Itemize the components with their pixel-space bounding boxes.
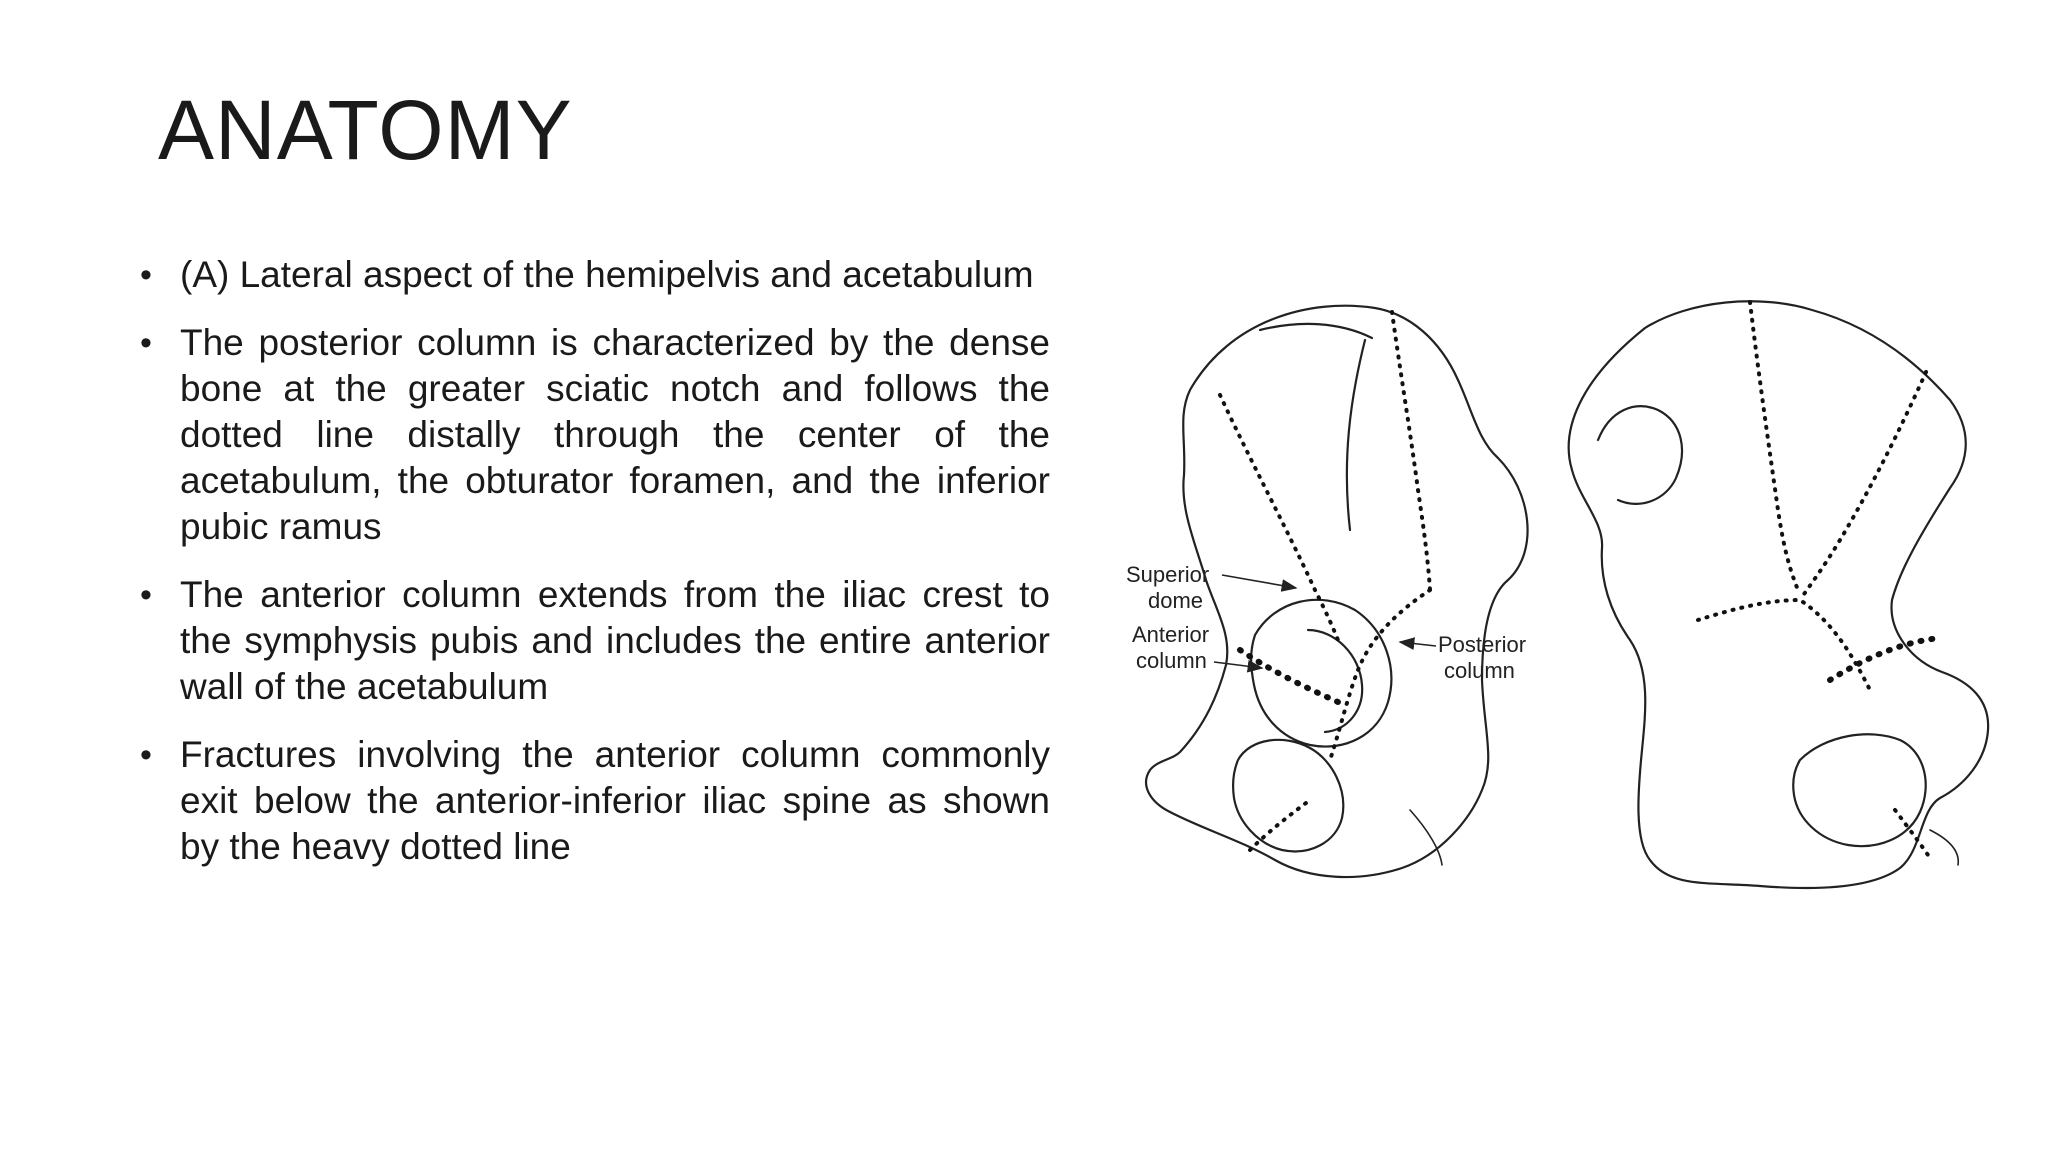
obturator-foramen [1233,740,1343,852]
gluteal-line [1347,340,1365,530]
bullet-text: The anterior column extends from the iliac crest to the symphysis pubis and includes the entire anterior wall of the acetabulum [180,574,1050,707]
medial-dotted-lines [1698,302,1940,858]
bullet-item [140,252,1050,298]
iliac-crest-detail [1260,324,1372,338]
pubic-ramus-dotted-line [1250,800,1310,850]
arrow-anterior-column [1214,662,1262,668]
acetabular-fossa [1308,630,1362,732]
column-dotted-lines [1220,312,1430,850]
lateral-hemipelvis-drawing [1146,306,1527,877]
label-anterior-column-2: column [1136,648,1207,673]
medial-dotted-line-3 [1698,600,1870,690]
slide-title: ANATOMY [158,83,573,177]
bullet-text: Fractures involving the anterior column commonly exit below the anterior-inferior iliac spine as shown by the heavy dotted line [180,734,1050,867]
lateral-pelvis-outline [1146,306,1527,877]
acetabulum-rim [1251,600,1391,747]
arrow-posterior-column [1400,642,1436,646]
bullet-item [140,320,1050,550]
bullet-dot-icon: • [140,736,152,774]
acetabular-center-dotted-line [1330,590,1430,760]
label-posterior-column-1: Posterior [1438,632,1527,657]
medial-obturator-foramen [1793,734,1925,846]
label-superior-dome-1: Superior [1126,562,1210,587]
figure-labels [1126,562,1526,683]
bullet-dot-icon: • [140,324,152,362]
arrow-superior-dome [1222,575,1296,588]
medial-auricular-surface [1598,406,1682,504]
bullet-dot-icon: • [140,256,152,294]
bullet-item [140,732,1050,870]
medial-hemipelvis-drawing [1569,301,1988,888]
bullet-dot-icon: • [140,576,152,614]
bullet-text: The posterior column is characterized by the dense bone at the greater sciatic notch and follows the dotted line distally through the center of the acetabulum, the obturator foramen, and the inferior pubic ramus [180,322,1050,547]
bullet-list [140,252,1050,892]
medial-dotted-line-1 [1750,302,1798,590]
label-superior-dome-2: dome [1148,588,1204,613]
medial-dotted-line-2 [1800,372,1926,600]
medial-heavy-dotted-line [1830,638,1940,680]
posterior-column-dotted-line [1392,312,1430,590]
medial-pubic-detail [1930,830,1958,865]
hemipelvis-figure [1110,290,2030,950]
bullet-item [140,572,1050,710]
heavy-dotted-line [1240,650,1338,702]
label-posterior-column-2: column [1444,658,1515,683]
label-anterior-column-1: Anterior [1132,622,1210,647]
anterior-column-dotted-line [1220,395,1338,640]
bullet-text: (A) Lateral aspect of the hemipelvis and acetabulum [180,254,1034,295]
